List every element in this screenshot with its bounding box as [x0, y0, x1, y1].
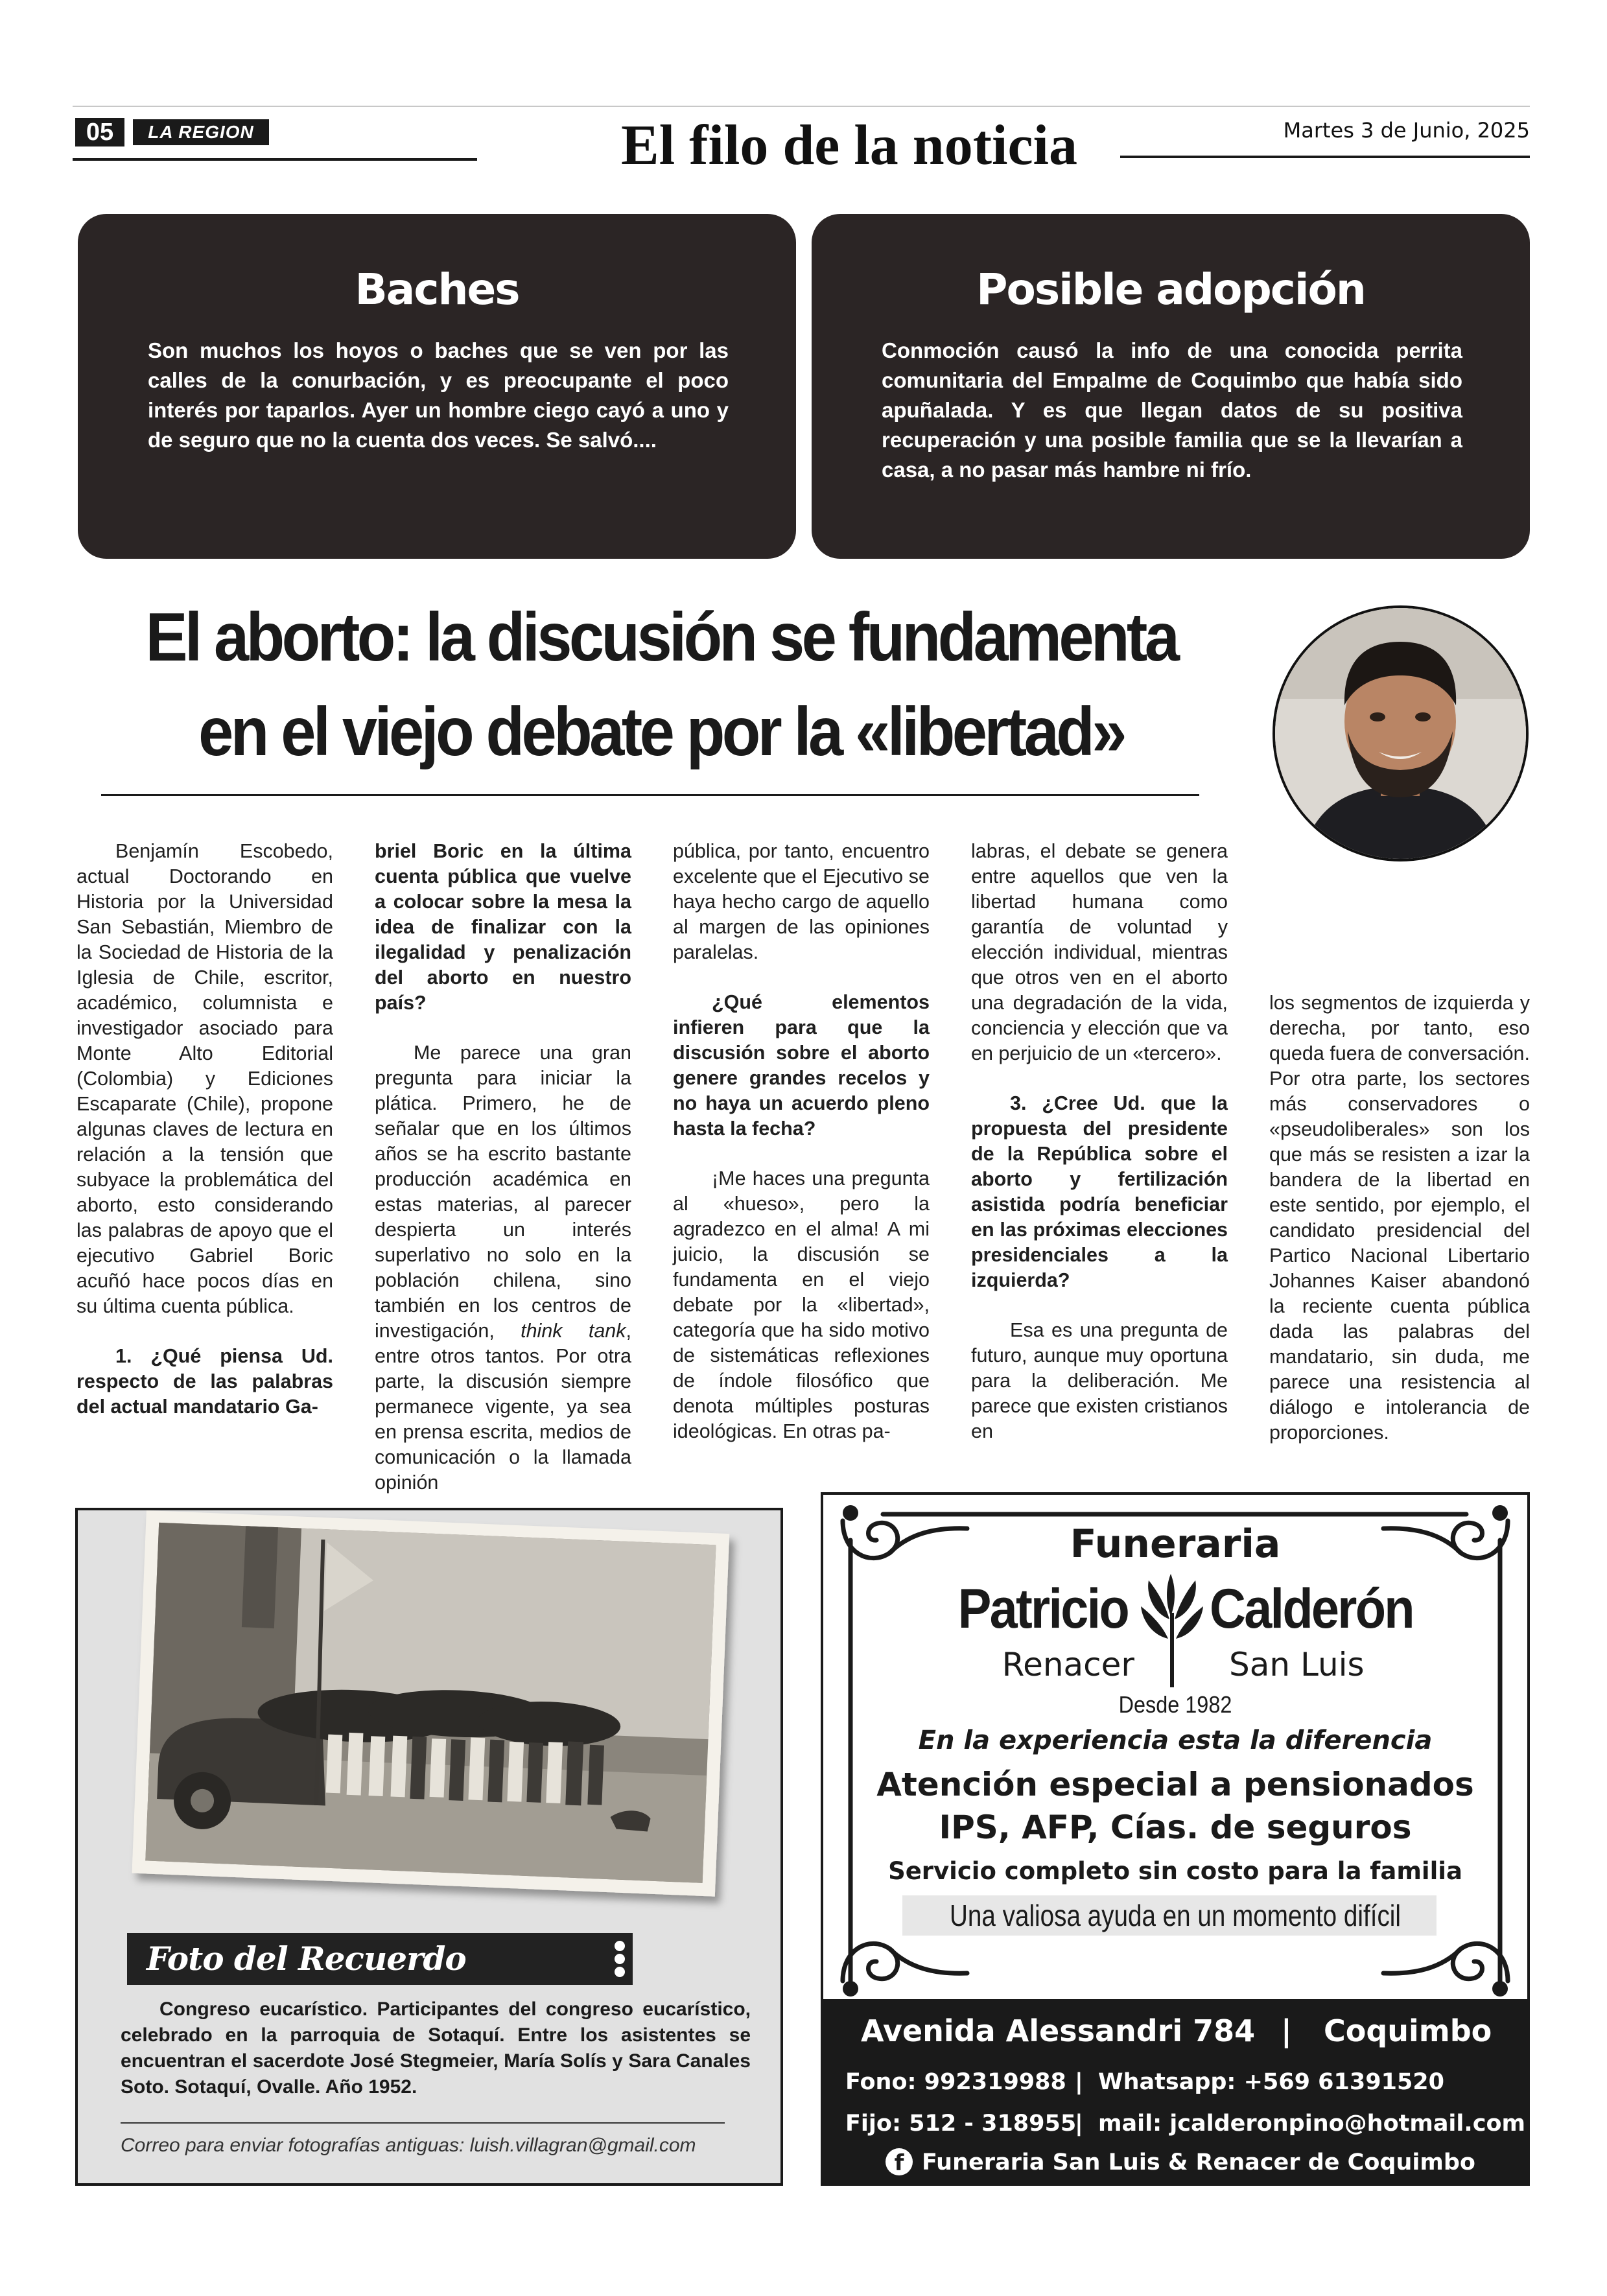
ad-kind: Funeraria [1070, 1521, 1281, 1567]
ad-since: Desde 1982 [1118, 1691, 1232, 1718]
wheat-icon [1140, 1567, 1204, 1691]
photo-feature-title: Foto del Recuerdo [147, 1939, 466, 1978]
article-question: 1. ¿Qué piensa Ud. respecto de las palabras del actual mandatario Ga- [76, 1345, 333, 1418]
article-paragraph: Esa es una pregunta de futuro, aunque muy oportuna para la deliberación. Me parece que existen cristianos en [971, 1319, 1228, 1442]
header-rule-left [73, 158, 477, 161]
ad-slogan: Una valiosa ayuda en un momento difícil [950, 1899, 1401, 1932]
article-paragraph: labras, el debate se genera entre aquellos que ven la libertad humana como garantía de voluntad y elección individual, mientras que otros ven en el aborto una degradación de la vida, conciencia y elección que va en perjuicio de un «tercero». [971, 840, 1228, 1064]
ad-name-right: Calderón [1210, 1578, 1413, 1640]
ad-headline-1: Atención especial a pensionados [876, 1766, 1474, 1803]
ad-tagline: En la experiencia esta la diferencia [918, 1726, 1433, 1755]
brief-text: Conmoción causó la info de una conocida perrita comunitaria del Empalme de Coquimbo que había sido apuñalada. Y es que llegan datos de su positiva recuperación y una posible familia que se la llevarían a casa, a no pasar más hambre ni frío. [882, 338, 1462, 482]
photo-contact-email: Correo para enviar fotografías antiguas: luish.villagran@gmail.com [121, 2135, 696, 2156]
answer-text: Me parece una gran pregunta para iniciar la plática. Primero, he de señalar que en los últimos años se ha escrito bastante producción académica en estas materias, al parecer despierta un interés superlativo no solo en la población chilena, sino también en los centros de investigación, [375, 1042, 631, 1342]
ad-sub-right: San Luis [1229, 1646, 1365, 1683]
headline-line-2: en el viejo debate por la «libertad» [198, 694, 1124, 770]
headline-rule [101, 794, 1199, 796]
article-paragraph: Benjamín Escobedo, actual Doctorando en Historia por la Universidad San Sebastián, Miembro de la Sociedad de Historia de la Iglesia de Chile, escritor, académico, columnista e investigador asociado para Monte Alto Editorial (Colombia) y Ediciones Escaparate (Chile), propone algunas claves de lectura en relación a la tensión que subyace la problemática del aborto, esto considerando las palabras de apoyo que el ejecutivo Gabriel Boric acuñó hace pocos días en su última cuenta pública. [76, 840, 333, 1317]
ad-landline: Fijo: 512 - 318955 [845, 2111, 1077, 2137]
ad-city: Coquimbo [1324, 2013, 1492, 2048]
answer-text: , entre otros tantos. Por otra parte, la discusión siempre permanece vigente, ya sea en prensa escrita, medios de comunicación o la llamada opinión [375, 1320, 631, 1494]
ad-address: Avenida Alessandri 784 [861, 2013, 1256, 2048]
brief-title: Baches [355, 264, 519, 314]
article-headline [143, 590, 1180, 779]
article-paragraph: ¡Me haces una pregunta al «hueso», pero la agradezco en el alma! A mi juicio, la discusión se fundamenta en el viejo debate por la «libertad», categoría que ha sido motivo de sistemáticas reflexiones de índole filosófico que denota múltiples posturas ideológicas. En otras pa- [673, 1167, 930, 1442]
brief-posible-adopcion [812, 214, 1530, 559]
ad-name-left: Patricio [957, 1578, 1128, 1640]
facebook-icon: f [886, 2148, 913, 2175]
article-column-3 [673, 839, 930, 1469]
ad-headline-2: IPS, AFP, Cías. de seguros [939, 1809, 1412, 1846]
headline-line-1: El aborto: la discusión se fundamenta [145, 599, 1177, 675]
article-paragraph: los segmentos de izquierda y derecha, por tanto, eso queda fuera de conversación. Por otra parte, los sectores más conservadores o «pseudoliberales» son los que más se resisten a izar la bandera de la libertad en este sentido, por ejemplo, el candidato presidencial del Partico Nacional Libertario Johannes Kaiser abandonó la reciente cuenta pública dada las palabras del mandatario, sin duda, me parece una resistencia al diálogo e intolerancia de proporciones. [1269, 992, 1530, 1444]
portrait-image [1275, 608, 1526, 859]
article-column-1 [76, 839, 333, 1444]
article-column-5 [1269, 990, 1530, 1470]
brief-text: Son muchos los hoyos o baches que se ven por las calles de la conurbación, y es preocupante el poco interés por taparlos. Ayer un hombre ciego cayó a uno y de seguro que no la cuenta dos veces. Se salvó.... [148, 338, 729, 452]
ad-whatsapp: Whatsapp: +569 61391520 [1098, 2069, 1445, 2095]
article-question: ¿Qué elementos infieren para que la discusión sobre el aborto genere grandes recelos y no haya un acuerdo pleno hasta la fecha? [673, 991, 930, 1140]
author-portrait [1273, 605, 1529, 861]
ad-separator: | [1281, 2013, 1292, 2048]
article-paragraph: pública, por tanto, encuentro excelente que el Ejecutivo se haya hecho cargo de aquello al margen de las opiniones paralelas. [673, 840, 930, 963]
dots-icon [613, 1938, 626, 1980]
article-paragraph [375, 1040, 631, 1495]
ad-phone: Fono: 992319988 [845, 2069, 1066, 2095]
photo-caption-rule [121, 2122, 725, 2124]
ad-separator: | [1075, 2111, 1083, 2137]
ad-sub-left: Renacer [1002, 1646, 1134, 1683]
header-top-rule [73, 106, 1530, 107]
historic-photo [122, 1505, 743, 1914]
brief-title: Posible adopción [976, 264, 1365, 314]
ad-email: mail: jcalderonpino@hotmail.com [1098, 2111, 1525, 2137]
page-number: 05 [75, 118, 124, 146]
photo-caption: Congreso eucarístico. Participantes del congreso eucarístico, celebrado en la parroquia de Sotaquí. Entre los asistentes se encuentran el sacerdote José Stegmeier, María Solís y Sara Canales Soto. Sotaquí, Ovalle. Año 1952. [121, 1998, 751, 2098]
article-column-4 [971, 839, 1228, 1469]
newspaper-logo: LA REGION [133, 119, 269, 145]
ad-separator: | [1075, 2069, 1083, 2095]
header-rule-right [1120, 156, 1530, 158]
ad-service: Servicio completo sin costo para la familia [888, 1857, 1462, 1885]
article-question: 3. ¿Cree Ud. que la propuesta del presidente de la República sobre el aborto y fertilización asistida podría beneficiar en las próximas elecciones presidenciales a la izquierda? [971, 1092, 1228, 1291]
photo-feature-banner [127, 1933, 633, 1985]
ad-facebook: Funeraria San Luis & Renacer de Coquimbo [922, 2150, 1475, 2175]
article-column-2 [375, 839, 631, 1520]
answer-emphasis: think tank [521, 1320, 626, 1342]
section-title: El filo de la noticia [621, 114, 1077, 177]
issue-date: Martes 3 de Junio, 2025 [1283, 118, 1530, 143]
ad-contact-footer [821, 1999, 1530, 2186]
brief-baches [78, 214, 796, 559]
article-question: briel Boric en la última cuenta pública que vuelve a colocar sobre la mesa la idea de finalizar con la ilegalidad y penalización del aborto en nuestro país? [375, 840, 631, 1014]
